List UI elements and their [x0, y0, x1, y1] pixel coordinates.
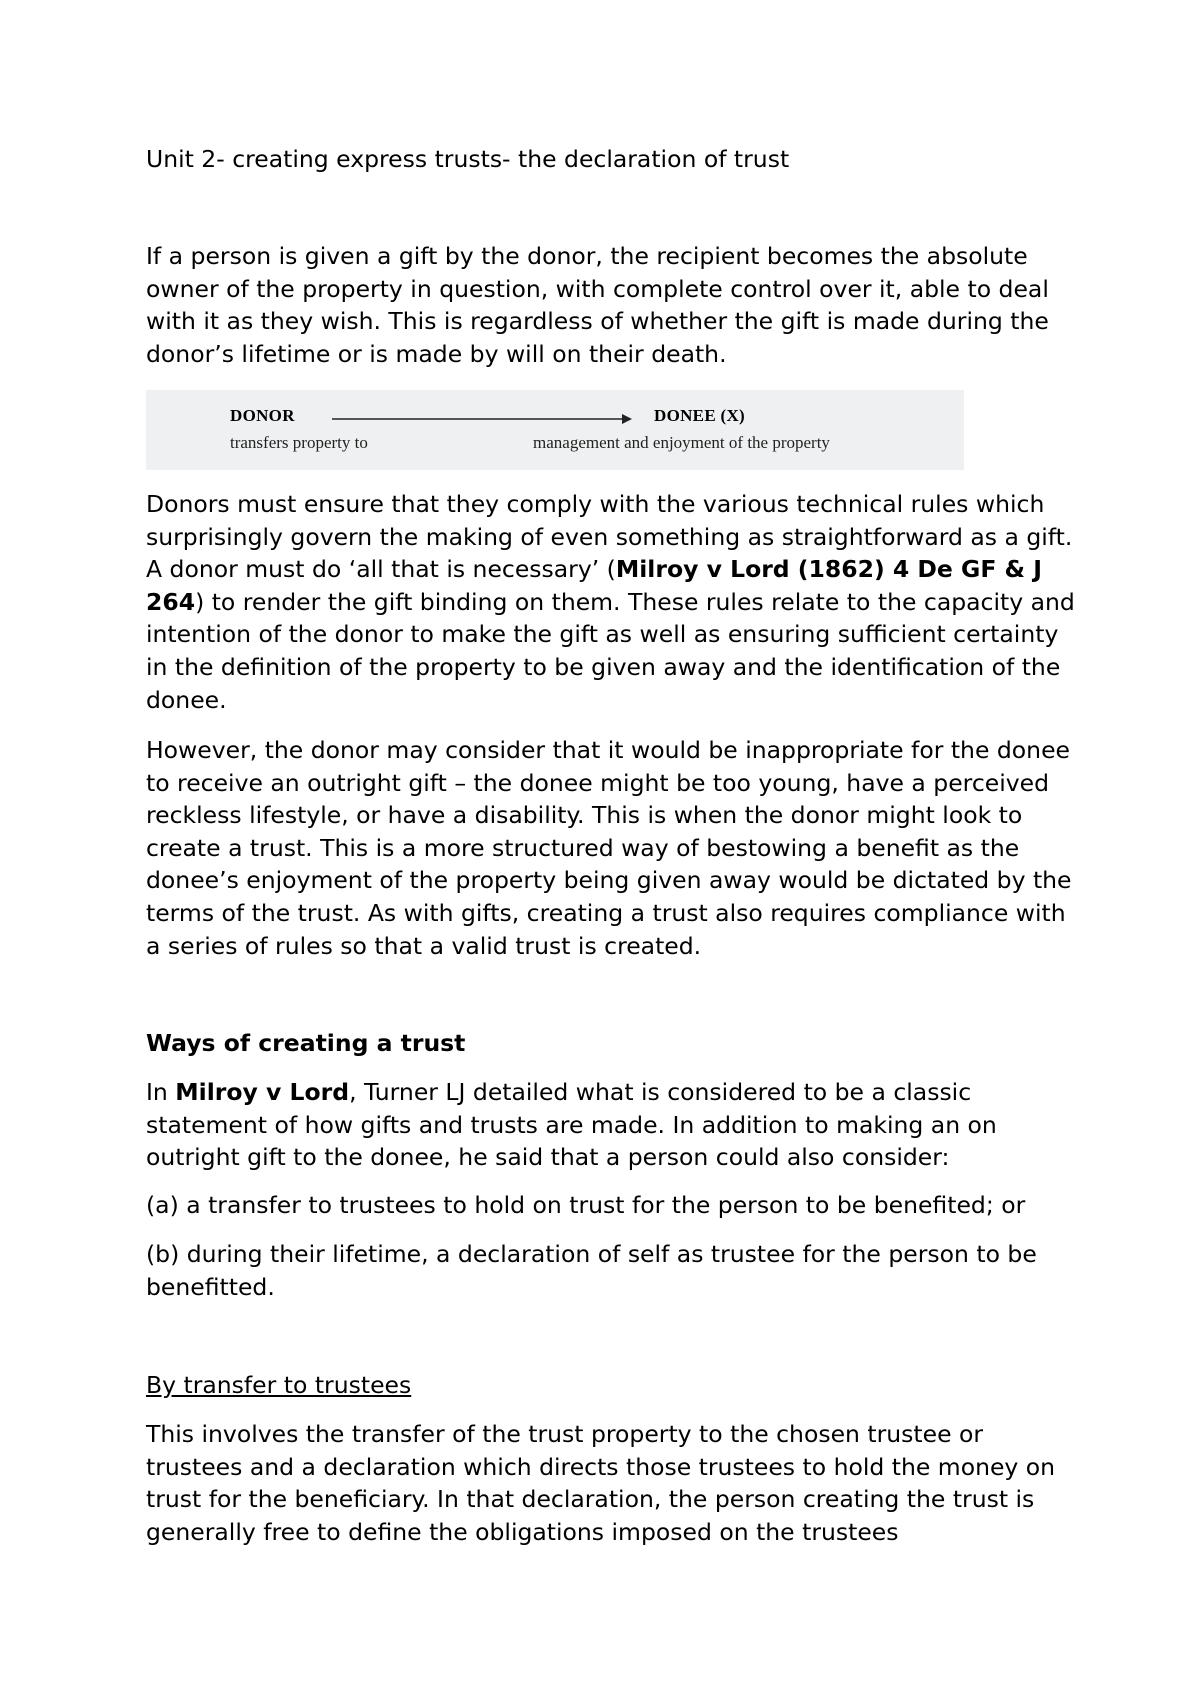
section-heading: Ways of creating a trust: [146, 1029, 466, 1057]
list-item-a: (a) a transfer to trustees to hold on trust for the person to be benefited; or: [146, 1191, 1026, 1219]
case-citation: Milroy v Lord (1862) 4 De GF & J 264: [146, 555, 1042, 616]
figure-donor-label: DONOR: [230, 406, 295, 425]
paragraph-text: Donors must ensure that they comply with the various technical rules which surprisingly govern the making of even something as straightforward as a gift. A donor must do ‘all that is necessary’ (: [146, 490, 1073, 584]
figure-donee-label: DONEE (X): [654, 406, 746, 425]
figure-donee-sublabel: management and enjoyment of the property: [533, 433, 830, 452]
paragraph-gift-intro: If a person is given a gift by the donor, the recipient becomes the absolute owner of the property in question, with complete control over it, able to deal with it as they wish. This is regardless of whether the gift is made during the donor’s lifetime or is made by will on their death.: [146, 242, 1049, 368]
subsection-heading: By transfer to trustees: [146, 1371, 412, 1399]
paragraph-milroy: [146, 1076, 1076, 1174]
paragraph-donor-rules: [146, 488, 1076, 716]
paragraph-text: In: [146, 1078, 176, 1106]
donor-donee-figure: [146, 390, 964, 470]
paragraph-text: ) to render the gift binding on them. These rules relate to the capacity and intention of the donor to make the gift as well as ensuring sufficient certainty in the definition of the property to be given away and the identification of the donee.: [146, 587, 1075, 714]
document-title: Unit 2- creating express trusts- the declaration of trust: [146, 145, 790, 173]
figure-donor-sublabel: transfers property to: [230, 433, 368, 452]
paragraph-trust-alternative: However, the donor may consider that it would be inappropriate for the donee to receive an outright gift – the donee might be too young, have a perceived reckless lifestyle, or have a disability. This is when the donor might look to create a trust. This is a more structured way of bestowing a benefit as the donee’s enjoyment of the property being given away would be dictated by the terms of the trust. As with gifts, creating a trust also requires compliance with a series of rules so that a valid trust is created.: [146, 736, 1072, 960]
paragraph-text: , Turner LJ detailed what is considered to be a classic statement of how gifts and trusts are made. In addition to making an on outright gift to the donee, he said that a person could also consider:: [146, 1078, 997, 1172]
case-citation: Milroy v Lord: [175, 1078, 350, 1106]
paragraph-transfer-trustees: This involves the transfer of the trust property to the chosen trustee or trustees and a declaration which directs those trustees to hold the money on trust for the beneficiary. In that declaration, the person creating the trust is generally free to define the obligations imposed on the trustees: [146, 1420, 1056, 1546]
list-item-b: (b) during their lifetime, a declaration of self as trustee for the person to be benefitted.: [146, 1240, 1037, 1301]
arrow-right-icon: [332, 412, 632, 426]
